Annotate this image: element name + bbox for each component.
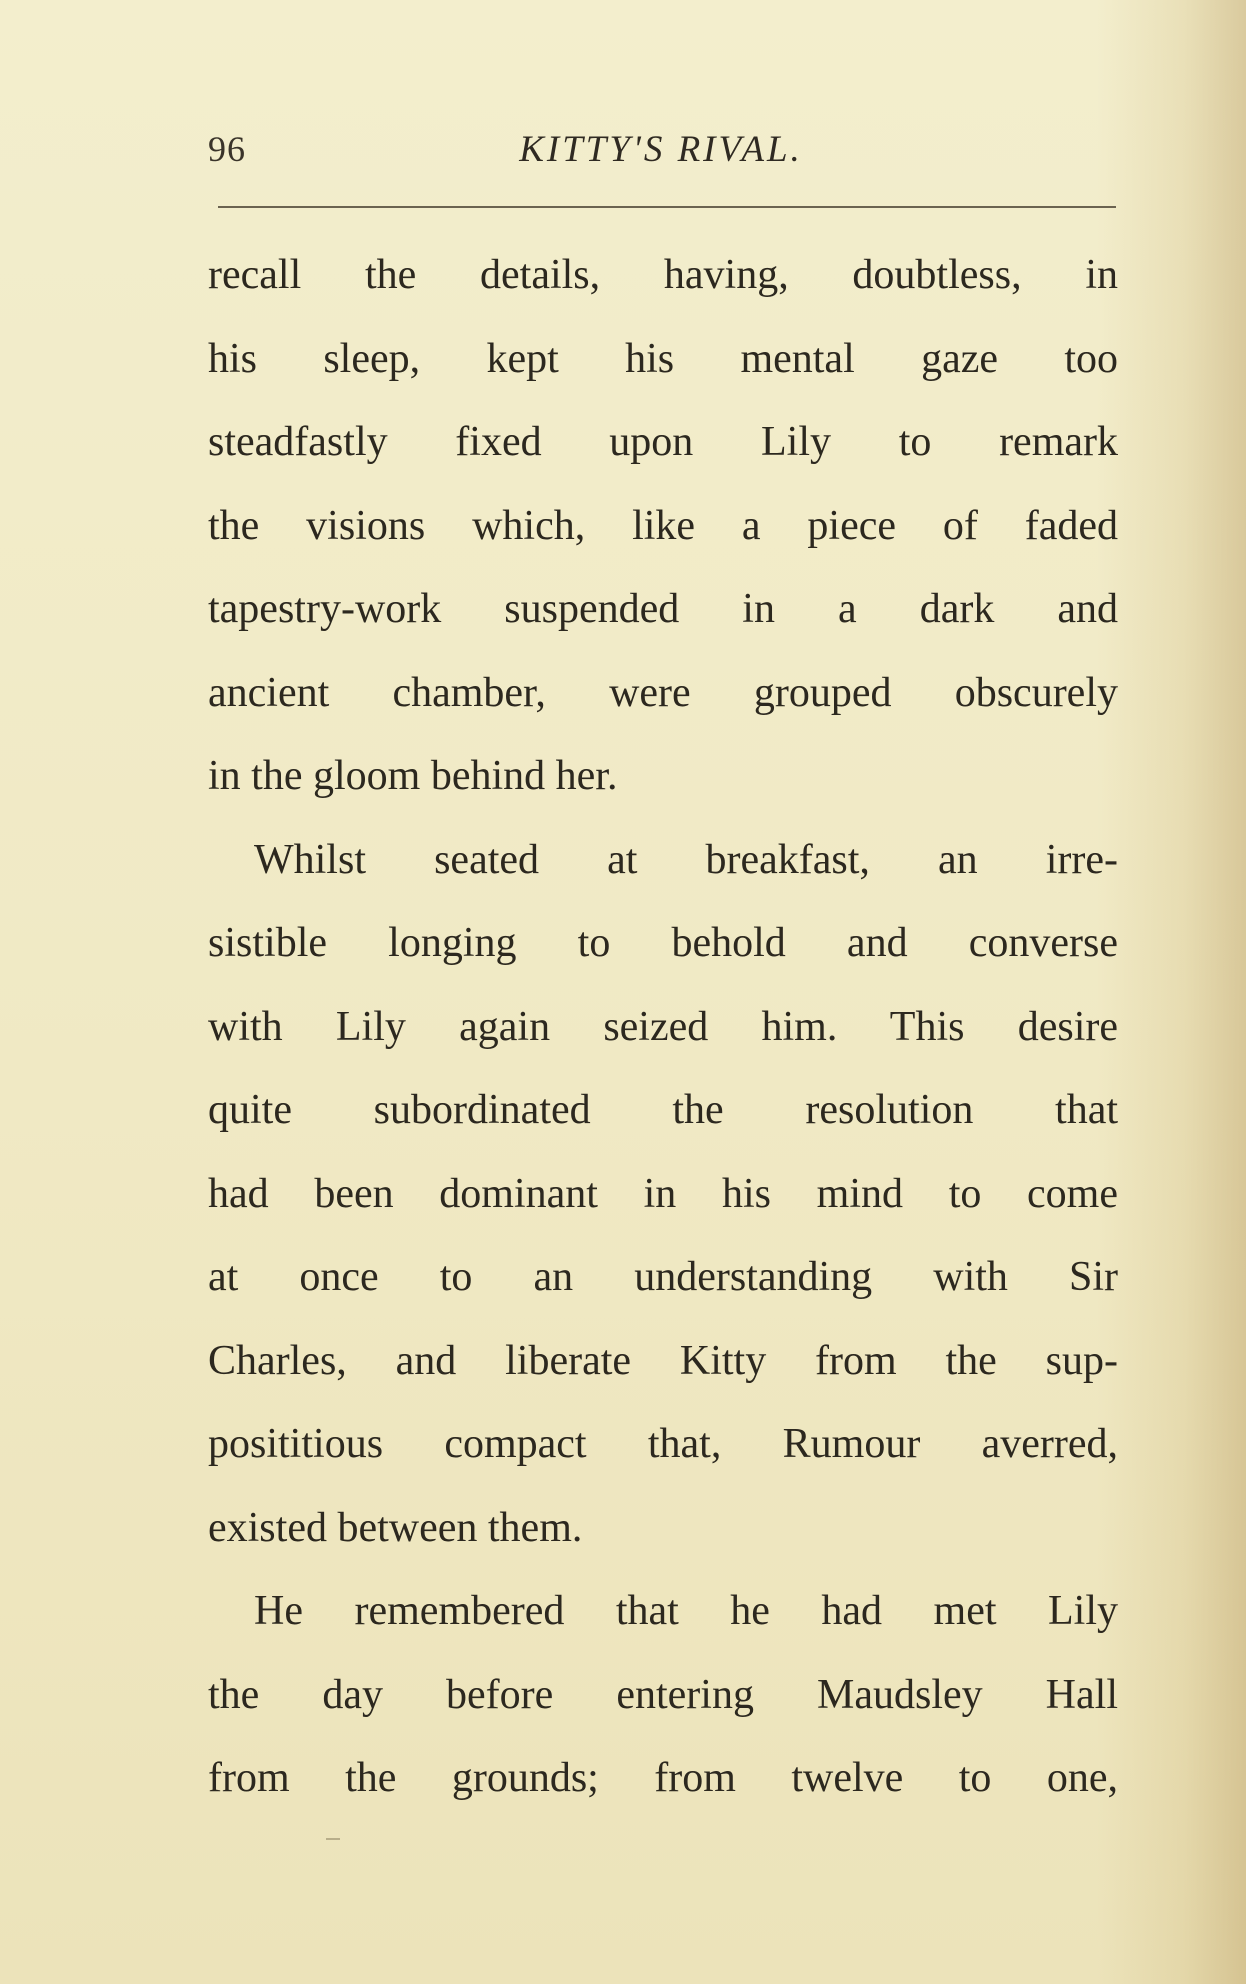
text-line: quite subordinated the resolution that <box>208 1087 1118 1133</box>
paragraph-start-line: Whilst seated at breakfast, an irre- <box>254 836 1118 883</box>
text-line: ancient chamber, were grouped obscurely <box>208 669 1118 716</box>
header-rule <box>218 206 1116 208</box>
text-line: posititious compact that, Rumour averred, <box>208 1421 1118 1467</box>
text-line: tapestry-work suspended in a dark and <box>208 586 1118 632</box>
text-line: recall the details, having, doubtless, in <box>208 252 1118 298</box>
running-head <box>208 128 1114 178</box>
text-line: the visions which, like a piece of faded <box>208 502 1118 549</box>
text-line: at once to an understanding with Sir <box>208 1254 1118 1300</box>
paragraph-end-line: existed between them. <box>208 1504 583 1551</box>
text-line: had been dominant in his mind to come <box>208 1170 1118 1217</box>
text-line: the day before entering Maudsley Hall <box>208 1671 1118 1718</box>
text-line: his sleep, kept his mental gaze too <box>208 335 1118 382</box>
paragraph-end-line: in the gloom behind her. <box>208 753 618 799</box>
body-text <box>208 240 1118 1827</box>
footer-mark <box>326 1838 340 1840</box>
text-line: Charles, and liberate Kitty from the sup- <box>208 1337 1118 1384</box>
text-line: from the grounds; from twelve to one, <box>208 1755 1118 1801</box>
text-line: with Lily again seized him. This desire <box>208 1003 1118 1050</box>
text-line: sistible longing to behold and converse <box>208 920 1118 966</box>
page-number: 96 <box>208 129 246 169</box>
text-line: steadfastly fixed upon Lily to remark <box>208 419 1118 465</box>
paragraph-start-line: He remembered that he had met Lily <box>254 1588 1118 1634</box>
running-title: KITTY'S RIVAL. <box>519 129 803 170</box>
